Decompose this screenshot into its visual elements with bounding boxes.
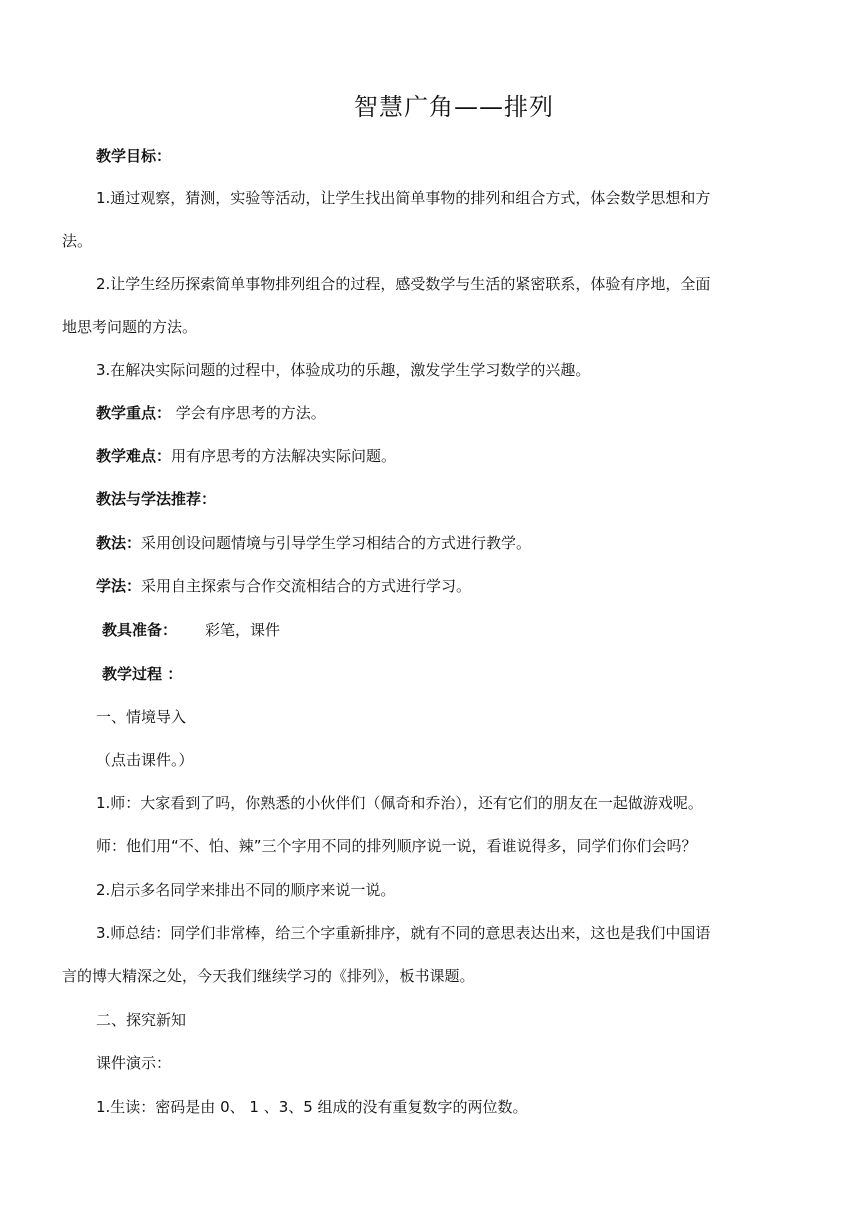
teaching-method xyxy=(96,532,531,554)
demo-label: 课件演示： xyxy=(96,1054,172,1072)
difficulty-text: 用有序思考的方法解决实际问题。 xyxy=(171,447,397,465)
teacher-question: 师：他们用“不、怕、辣”三个字用不同的排列顺序说一说，看谁说得多，同学们你们会吗？ xyxy=(96,837,697,855)
teaching-method-label: 教法： xyxy=(96,534,142,552)
key-point-text: 学会有序思考的方法。 xyxy=(171,404,326,422)
document-title: 智慧广角——排列 xyxy=(354,93,554,121)
section-1-heading: 一、情境导入 xyxy=(96,708,187,726)
learning-method xyxy=(96,575,471,597)
tools-text: 彩笔，课件 xyxy=(205,621,281,639)
difficulty-label: 教学难点： xyxy=(96,447,172,465)
step-3-line-2: 言的博大精深之处，今天我们继续学习的《排列》，板书课题。 xyxy=(62,967,475,985)
objective-2-line-1: 2.让学生经历探索简单事物排列组合的过程，感受数学与生活的紧密联系，体验有序地，全面 xyxy=(96,275,711,293)
objective-2-line-2: 地思考问题的方法。 xyxy=(62,318,198,336)
step-1: 1.师：大家看到了吗，你熟悉的小伙伴们（佩奇和乔治），还有它们的朋友在一起做游戏呢。 xyxy=(96,794,703,812)
step-2: 2.启示多名同学来排出不同的顺序来说一说。 xyxy=(96,881,396,899)
key-point xyxy=(96,402,326,424)
tools-label: 教具准备： xyxy=(102,621,178,639)
objective-3: 3.在解决实际问题的过程中，体验成功的乐趣，激发学生学习数学的兴趣。 xyxy=(96,361,591,379)
key-point-label: 教学重点： xyxy=(96,404,172,422)
section-2-heading: 二、探究新知 xyxy=(96,1011,187,1029)
process-heading: 教学过程 ： xyxy=(102,665,183,683)
learning-method-label: 学法： xyxy=(96,577,142,595)
step-3-line-1: 3.师总结：同学们非常棒，给三个字重新排序，就有不同的意思表达出来，这也是我们中国语 xyxy=(96,924,711,942)
objective-1-line-2: 法。 xyxy=(62,232,93,250)
objective-1-line-1: 1.通过观察，猜测，实验等活动，让学生找出简单事物的排列和组合方式，体会数学思想和方 xyxy=(96,189,711,207)
tools xyxy=(102,619,280,641)
objectives-heading: 教学目标： xyxy=(96,147,172,165)
learning-method-text: 采用自主探索与合作交流相结合的方式进行学习。 xyxy=(141,577,472,595)
methods-heading: 教法与学法推荐： xyxy=(96,490,217,508)
click-note: （点击课件。） xyxy=(96,751,194,769)
teaching-method-text: 采用创设问题情境与引导学生学习相结合的方式进行教学。 xyxy=(141,534,532,552)
demo-step-1: 1.生读：密码是由 0、 1 、3、5 组成的没有重复数字的两位数。 xyxy=(96,1098,528,1116)
difficulty xyxy=(96,445,396,467)
